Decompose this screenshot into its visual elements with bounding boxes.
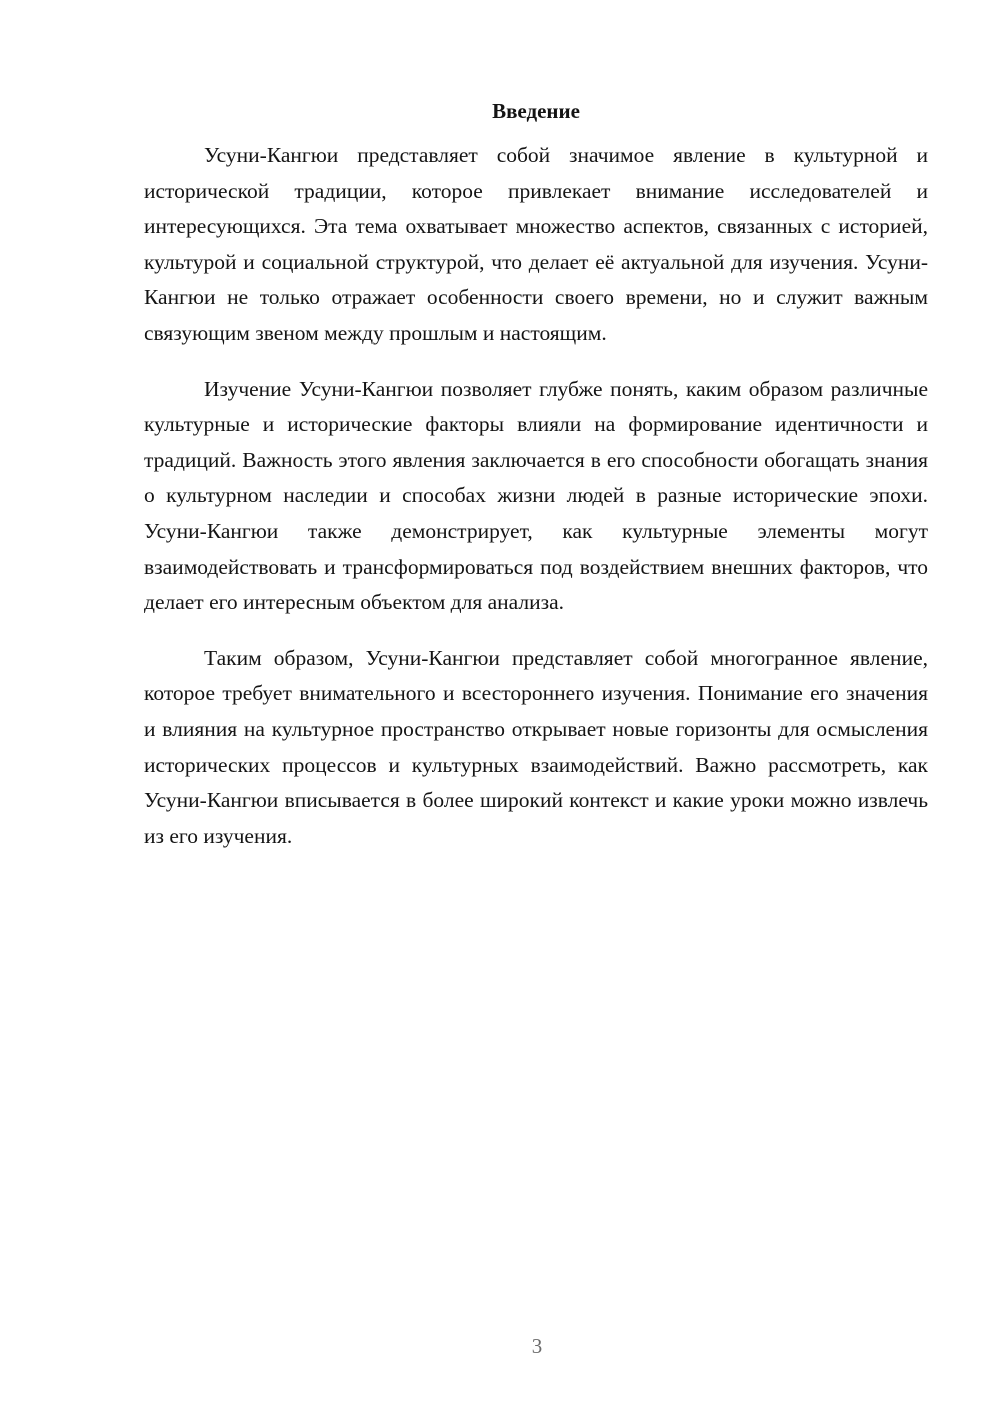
page-number: 3 <box>531 1334 543 1358</box>
paragraph-2: Изучение Усуни-Кангюи позволяет глубже понять, каким образом различные культурные и исторические факторы влияли на формирование идентичности и традиций. Важность этого явления заключается в его способности обогащать знания о культурном наследии и способах жизни людей в разные исторические эпохи. Усуни-Кангюи также демонстрирует, как культурные элементы могут взаимодействовать и трансформироваться под воздействием внешних факторов, что делает его интересным объектом для анализа. <box>144 376 928 615</box>
paragraph-3: Таким образом, Усуни-Кангюи представляет собой многогранное явление, которое требует внимательного и всестороннего изучения. Понимание его значения и влияния на культурное пространство открывает новые горизонты для осмысления исторических процессов и культурных взаимодействий. Важно рассмотреть, как Усуни-Кангюи вписывается в более широкий контекст и какие уроки можно извлечь из его изучения. <box>144 645 928 848</box>
section-heading: Введение <box>492 99 580 123</box>
paragraph-1: Усуни-Кангюи представляет собой значимое явление в культурной и исторической традиции, которое привлекает внимание исследователей и интересующихся. Эта тема охватывает множество аспектов, связанных с историей, культурой и социальной структурой, что делает её актуальной для изучения. Усуни-Кангюи не только отражает особенности своего времени, но и служит важным связующим звеном между прошлым и настоящим. <box>144 143 928 345</box>
document-body <box>144 96 928 854</box>
